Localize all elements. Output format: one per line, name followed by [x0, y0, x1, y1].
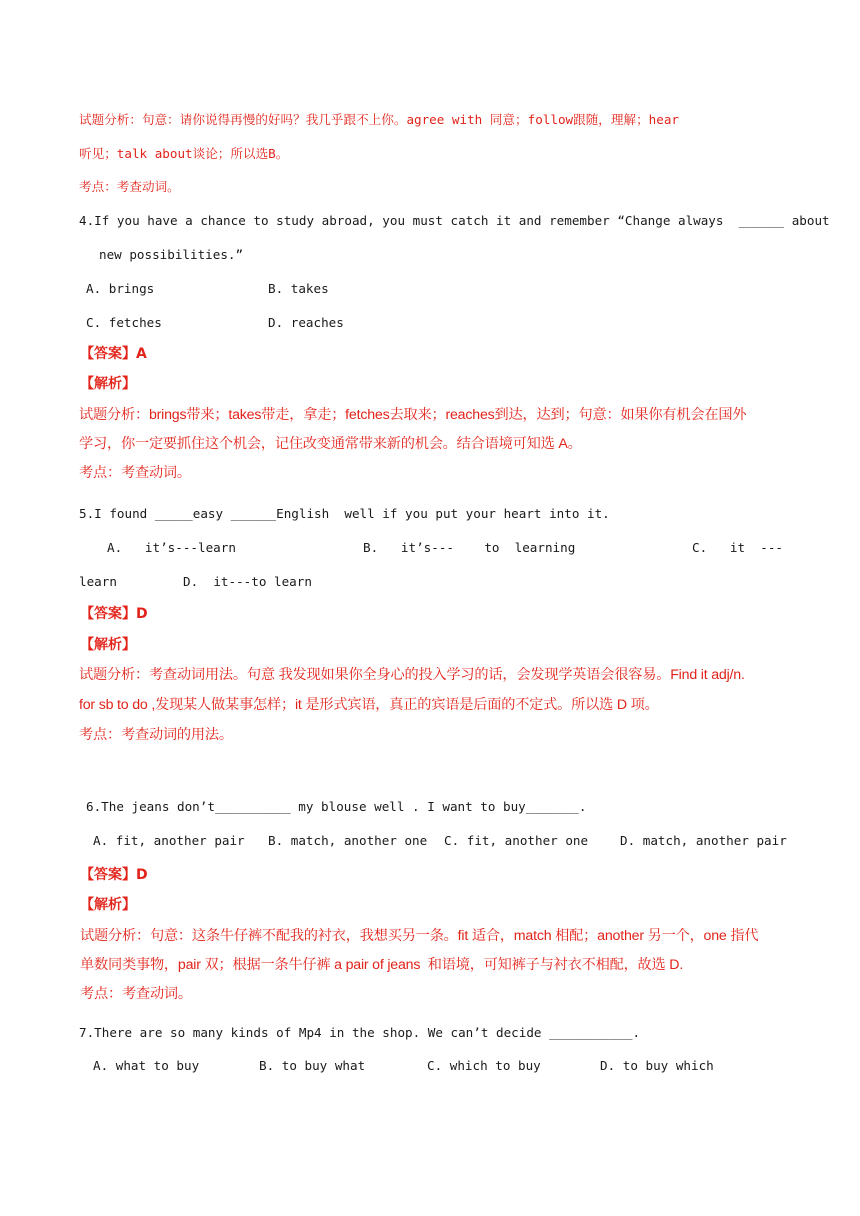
- q4-analysis-label: 【解析】: [80, 376, 136, 392]
- q4-stem-line1: 4.If you have a chance to study abroad, you must catch it and remember “Change always ______ about: [79, 213, 830, 228]
- q6-analysis-line1: 试题分析：句意：这条牛仔裤不配我的衬衣，我想买另一条。fit 适合，match 相配；another 另一个，one 指代: [80, 928, 759, 944]
- q6-point: 考点：考查动词。: [80, 986, 192, 1002]
- q3-analysis-line1: 试题分析：句意：请你说得再慢的好吗？我几乎跟不上你。agree with 同意；follow跟随，理解；hear: [79, 112, 680, 127]
- q5-analysis-line1: 试题分析：考查动词用法。句意 我发现如果你全身心的投入学习的话，会发现学英语会很容易。Find it adj/n.: [79, 667, 745, 683]
- q6-stem-line1: 6.The jeans don’t__________ my blouse well . I want to buy_______.: [86, 799, 587, 814]
- q4-option-a: A. brings: [86, 281, 155, 296]
- q4-option-b: B. takes: [268, 281, 329, 296]
- q5-option-c: C. it ---: [692, 540, 783, 555]
- q7-option-a: A. what to buy: [93, 1058, 200, 1073]
- q5-option-d: D. it---to learn: [183, 574, 312, 589]
- q4-analysis-line2: 学习，你一定要抓住这个机会，记住改变通常带来新的机会。结合语境可知选 A。: [79, 436, 582, 452]
- q6-option-d: D. match, another pair: [620, 833, 787, 848]
- q7-stem-line1: 7.There are so many kinds of Mp4 in the shop. We can’t decide ___________.: [79, 1025, 641, 1040]
- q3-point: 考点：考查动词。: [79, 179, 180, 194]
- q5-answer-label: 【答案】D: [80, 606, 148, 622]
- q3-analysis-line2: 听见；talk about谈论；所以选B。: [79, 146, 289, 161]
- q6-answer-label: 【答案】D: [80, 867, 148, 883]
- q6-option-c: C. fit, another one: [444, 833, 589, 848]
- q5-stem-line1: 5.I found _____easy ______English well if you put your heart into it.: [79, 506, 610, 521]
- q4-stem-line2: new possibilities.”: [99, 247, 244, 262]
- q6-option-b: B. match, another one: [268, 833, 428, 848]
- q7-option-c: C. which to buy: [427, 1058, 541, 1073]
- q6-analysis-label: 【解析】: [80, 897, 136, 913]
- q6-analysis-line2: 单数同类事物，pair 双；根据一条牛仔裤 a pair of jeans 和语境，可知裤子与衬衣不相配，故选 D.: [80, 957, 684, 973]
- q5-analysis-line2: for sb to do ,发现某人做某事怎样；it 是形式宾语，真正的宾语是后面的不定式。所以选 D 项。: [79, 697, 659, 713]
- q5-option-c-cont: learn: [79, 574, 117, 589]
- q4-option-c: C. fetches: [86, 315, 162, 330]
- q4-point: 考点：考查动词。: [79, 465, 191, 481]
- q5-option-b: B. it’s--- to learning: [363, 540, 576, 555]
- q6-option-a: A. fit, another pair: [93, 833, 245, 848]
- q7-option-b: B. to buy what: [259, 1058, 366, 1073]
- q5-option-a: A. it’s---learn: [107, 540, 236, 555]
- q5-point: 考点：考查动词的用法。: [79, 727, 233, 743]
- q4-option-d: D. reaches: [268, 315, 344, 330]
- q7-option-d: D. to buy which: [600, 1058, 714, 1073]
- q5-analysis-label: 【解析】: [80, 637, 136, 653]
- q4-answer-label: 【答案】A: [80, 346, 147, 362]
- q4-analysis-line1: 试题分析：brings带来；takes带走，拿走；fetches去取来；reaches到达，达到；句意：如果你有机会在国外: [79, 407, 747, 423]
